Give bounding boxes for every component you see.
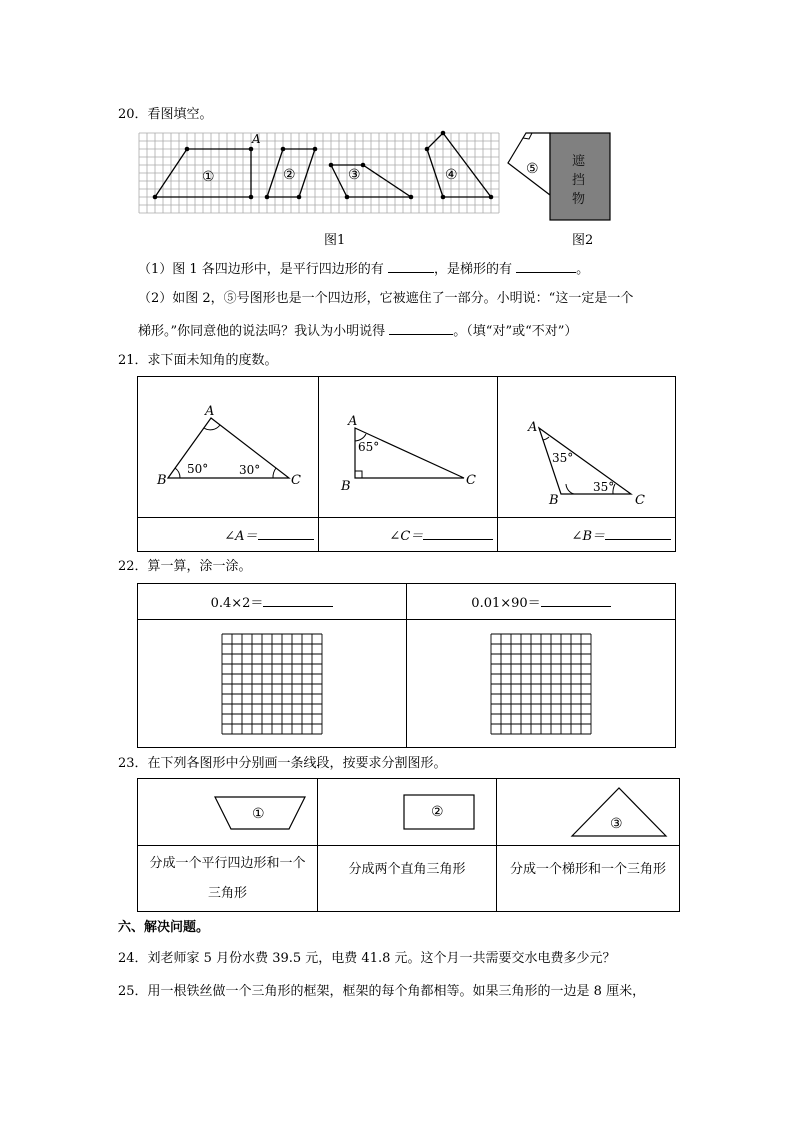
triangle-3 — [498, 377, 676, 518]
shape-2-rectangle[interactable] — [318, 779, 496, 845]
q20-sub1: （1）图 1 各四边形中，是平行四边形的有 ，是梯形的有 。 — [138, 259, 589, 279]
tri2-vertex-a: A — [347, 414, 357, 429]
quad-2-label: ② — [283, 167, 296, 183]
blank-right-or-wrong[interactable] — [389, 321, 453, 335]
q20-sub2-line2: 梯形。”你同意他的说法吗？我认为小明说得 。（填“对”或“不对”） — [138, 321, 577, 341]
fig1-caption: 图1 — [324, 233, 346, 248]
tri1-vertex-b: B — [157, 473, 167, 488]
fig2-caption: 图2 — [572, 233, 594, 248]
section-6-title: 六、解决问题。 — [118, 920, 210, 935]
tri3-cell — [498, 377, 676, 518]
blank-parallelograms[interactable] — [388, 259, 434, 273]
tri3-angle-a: 35° — [552, 451, 574, 465]
q20-title: 20．看图填空。 — [118, 107, 213, 122]
quad-5-label: ⑤ — [526, 161, 539, 177]
right-expression: 0.01×90＝ — [407, 584, 676, 620]
triangle-2 — [319, 377, 499, 518]
shape-1-trapezoid[interactable] — [138, 779, 317, 845]
blank-angle-b[interactable] — [605, 526, 671, 540]
req-3: 分成一个梯形和一个三角形 — [497, 846, 680, 912]
tri2-cell — [318, 377, 498, 518]
figure-1 — [138, 128, 510, 218]
tri3-angle-b: 35° — [593, 480, 615, 494]
req-1: 分成一个平行四边形和一个 三角形 — [138, 846, 318, 912]
tri2-angle-a: 65° — [357, 440, 379, 454]
ask-angle-c: ∠C＝ — [318, 518, 498, 552]
shape2-cell — [318, 779, 497, 846]
shape-3-label: ③ — [610, 816, 623, 832]
tri1-angle-c: 30° — [239, 463, 261, 477]
triangle-1 — [138, 377, 319, 518]
q23-table — [137, 778, 680, 912]
left-grid-cell — [138, 620, 407, 748]
ask-angle-b: ∠B＝ — [498, 518, 676, 552]
blank-angle-c[interactable] — [423, 526, 493, 540]
tri1-angle-b: 50° — [187, 462, 209, 476]
quad-4-label: ④ — [445, 167, 458, 183]
left-expression: 0.4×2＝ — [138, 584, 407, 620]
quad-3-label: ③ — [348, 167, 361, 183]
tri1-vertex-c: C — [291, 473, 301, 488]
cover-text-2: 挡 — [572, 173, 586, 188]
blank-angle-a[interactable] — [258, 526, 314, 540]
tri3-vertex-b: B — [549, 493, 559, 508]
blank-left-result[interactable] — [263, 593, 333, 607]
q23-title: 23．在下列各图形中分别画一条线段，按要求分割图形。 — [118, 756, 447, 771]
ask-angle-a: ∠A＝ — [138, 518, 319, 552]
shape-3-triangle[interactable] — [497, 779, 679, 845]
point-a-label: A — [252, 132, 261, 146]
q20-sub2-line1: （2）如图 2，⑤号图形也是一个四边形，它被遮住了一部分。小明说：“这一定是一个 — [138, 291, 634, 306]
tri3-vertex-c: C — [635, 493, 646, 508]
figure-2 — [500, 128, 620, 224]
req-2: 分成两个直角三角形 — [318, 846, 497, 912]
tri2-vertex-b: B — [340, 479, 351, 494]
tri3-vertex-a: A — [528, 420, 538, 435]
quad-1-label: ① — [202, 169, 215, 185]
q21-table — [137, 376, 676, 552]
blank-right-result[interactable] — [541, 593, 611, 607]
shape-1-label: ① — [252, 806, 265, 822]
blank-trapezoids[interactable] — [516, 259, 576, 273]
shape-2-label: ② — [431, 804, 444, 820]
right-grid-cell — [407, 620, 676, 748]
q22-title: 22．算一算，涂一涂。 — [118, 559, 252, 574]
tri2-vertex-c: C — [465, 473, 476, 488]
q22-table — [137, 583, 676, 748]
left-hundred-grid[interactable] — [217, 629, 327, 739]
shape3-cell — [497, 779, 680, 846]
shape1-cell — [138, 779, 318, 846]
q24-text: 24．刘老师家 5 月份水费 39.5 元，电费 41.8 元。这个月一共需要交水电费多少元？ — [118, 951, 616, 966]
tri1-cell — [138, 377, 319, 518]
right-hundred-grid[interactable] — [486, 629, 596, 739]
tri1-vertex-a: A — [205, 404, 215, 419]
q21-title: 21．求下面未知角的度数。 — [118, 353, 278, 368]
q25-text: 25．用一根铁丝做一个三角形的框架，框架的每个角都相等。如果三角形的一边是 8 厘米， — [118, 984, 646, 999]
cover-text-3: 物 — [572, 192, 586, 207]
cover-text-1: 遮 — [572, 154, 586, 169]
